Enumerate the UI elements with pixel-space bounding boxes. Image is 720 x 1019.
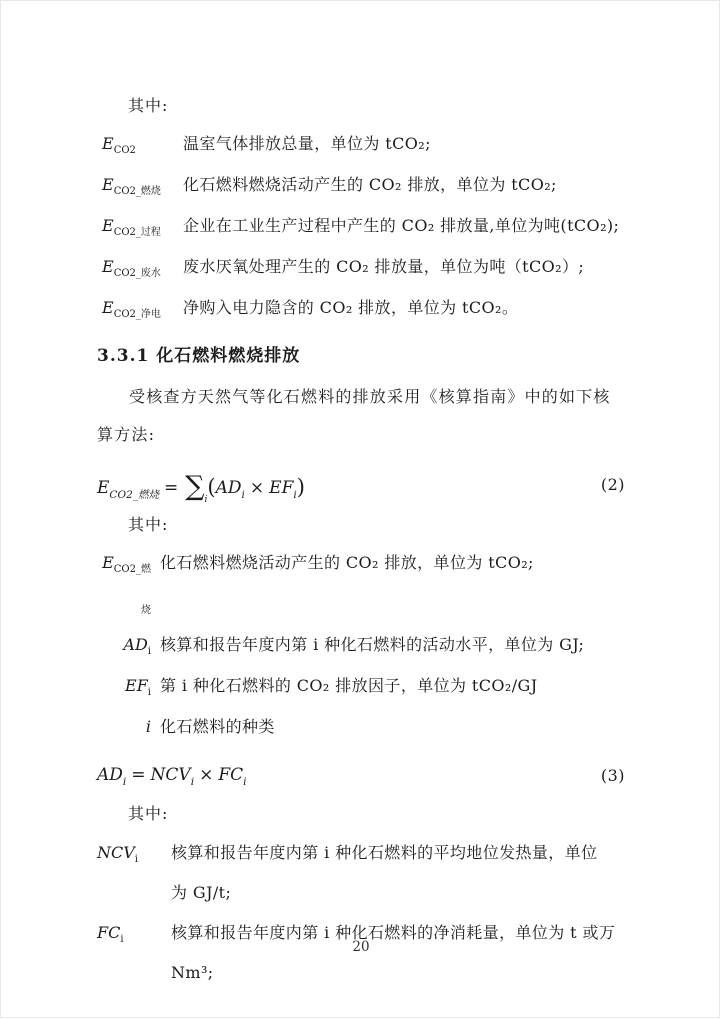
- symbol-subscript: CO2_燃烧: [113, 186, 161, 197]
- where-lead-2: 其中:: [128, 515, 169, 534]
- page-number: 20: [352, 939, 370, 955]
- equation-3-row: [97, 755, 625, 795]
- symbol-e-co2-combustion: $E_{CO2\_燃烧}$: [102, 175, 161, 197]
- multiply-sign: ×: [249, 477, 265, 498]
- symbol-i: i: [145, 717, 151, 736]
- symbol-e-co2-combustion: $E_{CO2\_燃烧}$: [102, 553, 151, 616]
- equation-3: $AD_i = NCV_i \times FC_i$: [97, 765, 247, 788]
- section-heading: 3.3.1 化石燃料燃烧排放: [97, 346, 301, 366]
- symbol-e-co2-net-electricity: $E_{CO2\_净电}$: [102, 298, 161, 320]
- definition-list-total-emissions: [97, 125, 625, 330]
- multiply-sign: ×: [199, 765, 214, 785]
- definition-text: 核算和报告年度内第 i 种化石燃料的活动水平，单位为 GJ;: [160, 635, 585, 654]
- equation-2-row: [97, 462, 625, 506]
- definition-text: 核算和报告年度内第 i 种化石燃料的平均地位发热量，单位 为 GJ/t;: [171, 843, 598, 902]
- definition-text: 温室气体排放总量，单位为 tCO₂;: [183, 134, 431, 153]
- where-lead-3: 其中:: [128, 804, 169, 823]
- section-paragraph: [97, 378, 625, 454]
- symbol-e-co2-process: $E_{CO2\_过程}$: [102, 216, 161, 238]
- paragraph-line: 受核查方天然气等化石燃料的排放采用《核算指南》中的如下核: [129, 387, 611, 406]
- definition-row: [97, 626, 625, 667]
- definition-list-equation-3: [97, 833, 625, 993]
- symbol-subscript: i: [147, 646, 151, 657]
- symbol-subscript: i: [120, 934, 124, 945]
- symbol-e-co2-wastewater: $E_{CO2\_废水}$: [102, 257, 161, 279]
- symbol-fc-i: $FC_i$: [97, 923, 124, 945]
- definition-text: 净购入电力隐含的 CO₂ 排放，单位为 tCO₂。: [183, 298, 519, 317]
- definition-row: [97, 544, 625, 626]
- definition-row: [97, 289, 625, 330]
- symbol-subscript: CO2_废水: [113, 268, 161, 279]
- definition-row: [97, 667, 625, 708]
- symbol-subscript: CO2_燃烧: [113, 564, 151, 616]
- symbol-ncv-i: $NCV_i$: [97, 843, 138, 865]
- definition-row: [97, 248, 625, 289]
- symbol-e-co2: $E_{CO2}$: [102, 134, 136, 156]
- symbol-subscript: CO2: [113, 145, 136, 156]
- definition-text: 企业在工业生产过程中产生的 CO₂ 排放量,单位为吨(tCO₂);: [183, 216, 620, 235]
- where-lead-1: 其中:: [128, 96, 169, 115]
- definition-row: [97, 708, 625, 749]
- definition-row: [97, 207, 625, 248]
- definition-text: 化石燃料燃烧活动产生的 CO₂ 排放，单位为 tCO₂;: [160, 553, 534, 572]
- symbol-subscript: CO2_净电: [113, 309, 161, 320]
- equation-number: (3): [600, 765, 625, 785]
- definition-text: 废水厌氧处理产生的 CO₂ 排放量，单位为吨（tCO₂）;: [183, 257, 585, 276]
- symbol-ad-i: $AD_i$: [123, 635, 151, 657]
- definition-text: 化石燃料燃烧活动产生的 CO₂ 排放，单位为 tCO₂;: [183, 175, 557, 194]
- document-page: [1, 1, 720, 1019]
- definition-row: [97, 166, 625, 207]
- definition-text: 第 i 种化石燃料的 CO₂ 排放因子，单位为 tCO₂/GJ: [160, 676, 538, 695]
- sum-symbol: ∑: [185, 470, 205, 502]
- definition-text: 核算和报告年度内第 i 种化石燃料的净消耗量，单位为 t 或万 Nm³;: [171, 923, 616, 982]
- definition-row: [97, 833, 625, 913]
- symbol-subscript: CO2_过程: [113, 227, 161, 238]
- equation-number: (2): [600, 474, 625, 494]
- definition-text: 化石燃料的种类: [160, 717, 275, 736]
- symbol-ef-i: $EF_i$: [125, 676, 151, 698]
- definition-row: [97, 125, 625, 166]
- symbol-subscript: i: [134, 854, 138, 865]
- paragraph-line: 算方法:: [97, 425, 156, 444]
- symbol-subscript: i: [147, 687, 151, 698]
- equation-2: $E_{CO2\_燃烧} = \sum_i(AD_i \times EF_i)$: [97, 470, 305, 505]
- definition-list-equation-2: [97, 544, 625, 749]
